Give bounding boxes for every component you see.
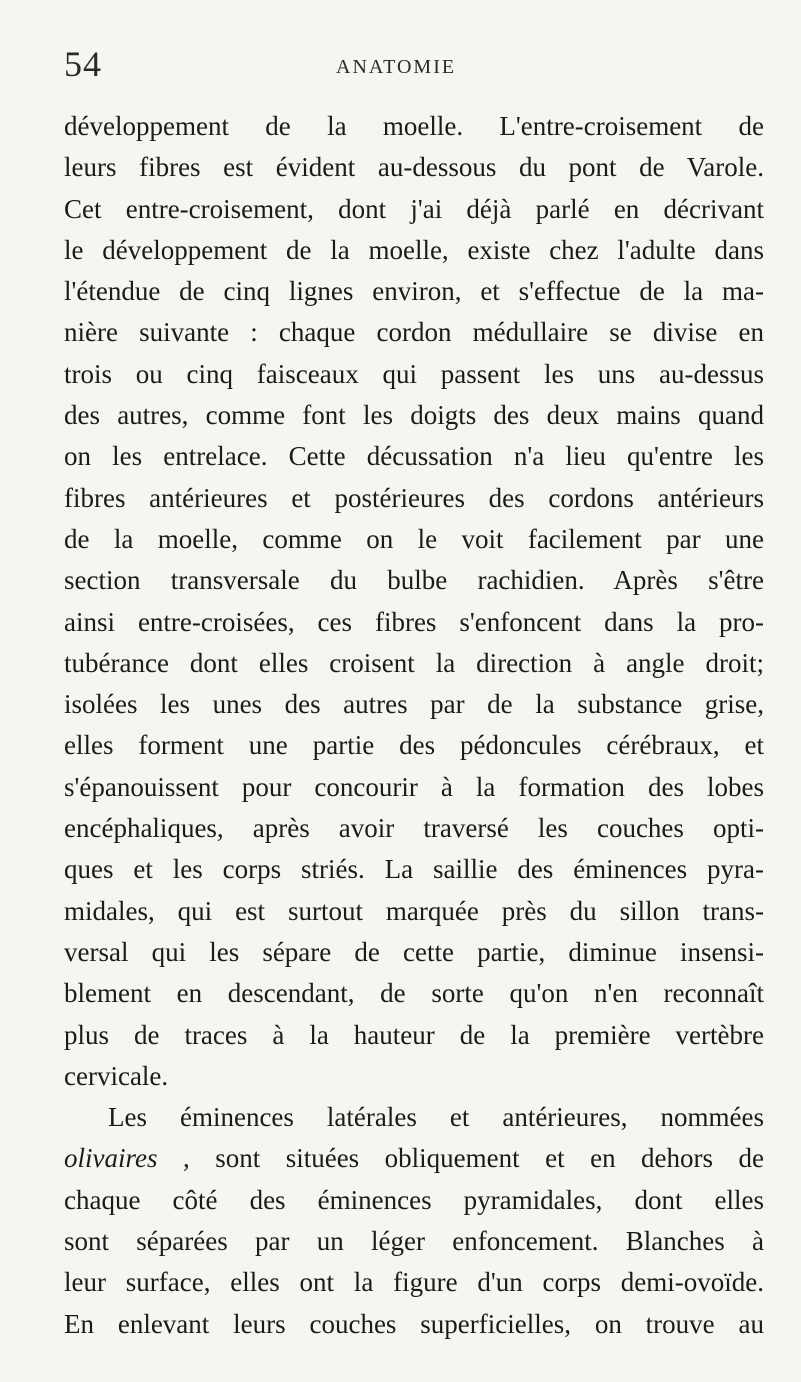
page-number: 54 (64, 44, 102, 84)
text-line: versal qui les sépare de cette partie, diminue insensi- (64, 936, 764, 967)
text-line: midales, qui est surtout marquée près du sillon trans- (64, 895, 764, 926)
text-line: développement de la moelle. L'entre-croisement de (64, 111, 764, 141)
italic-term-separator: , (157, 1143, 216, 1174)
text-line: sont séparées par un léger enfoncement. Blanches à (64, 1226, 764, 1257)
text-line: elles forment une partie des pédoncules cérébraux, et (64, 730, 764, 761)
text-line: chaque côté des éminences pyramidales, dont elles (64, 1184, 764, 1215)
text-line: des autres, comme font les doigts des deux mains quand (64, 400, 764, 431)
text-line: trois ou cinq faisceaux qui passent les uns au-dessus (64, 358, 764, 389)
running-title: ANATOMIE (336, 56, 457, 78)
text-line: nière suivante : chaque cordon médullaire se divise en (64, 317, 764, 348)
text-line: on les entrelace. Cette décussation n'a lieu qu'entre les (64, 441, 764, 472)
text-line-with-italic (64, 1138, 764, 1179)
text-line: Cet entre-croisement, dont j'ai déjà parlé en décrivant (64, 193, 764, 224)
text-line: Les éminences latérales et antérieures, nommées (108, 1102, 764, 1133)
text-line: En enlevant leurs couches superficielles, on trouve au (64, 1308, 764, 1339)
text-line: leur surface, elles ont la figure d'un corps demi-ovoïde. (64, 1267, 764, 1298)
text-line: de la moelle, comme on le voit facilement par une (64, 523, 764, 554)
text-line: l'étendue de cinq lignes environ, et s'effectue de la ma- (64, 276, 764, 307)
text-line: le développement de la moelle, existe chez l'adulte dans (64, 234, 764, 265)
text-line: tubérance dont elles croisent la direction à angle droit; (64, 647, 764, 678)
text-line: isolées les unes des autres par de la substance grise, (64, 689, 764, 720)
text-line-remainder: sont situées obliquement et en dehors de (215, 1143, 765, 1174)
text-line: blement en descendant, de sorte qu'on n'en reconnaît (64, 978, 764, 1009)
text-line: leurs fibres est évident au-dessous du pont de Varole. (64, 152, 764, 183)
text-line: ainsi entre-croisées, ces fibres s'enfoncent dans la pro- (64, 606, 764, 637)
body-text (64, 106, 764, 1345)
text-line: encéphaliques, après avoir traversé les couches opti- (64, 813, 764, 844)
text-line: plus de traces à la hauteur de la première vertèbre (64, 1019, 764, 1050)
italic-term: olivaires (64, 1143, 158, 1174)
text-line: s'épanouissent pour concourir à la formation des lobes (64, 771, 764, 802)
running-head (64, 44, 764, 94)
text-line: ques et les corps striés. La saillie des éminences pyra- (64, 854, 764, 885)
text-line: section transversale du bulbe rachidien. Après s'être (64, 565, 764, 596)
text-line: fibres antérieures et postérieures des cordons antérieurs (64, 482, 764, 513)
text-line: cervicale. (64, 1060, 169, 1091)
